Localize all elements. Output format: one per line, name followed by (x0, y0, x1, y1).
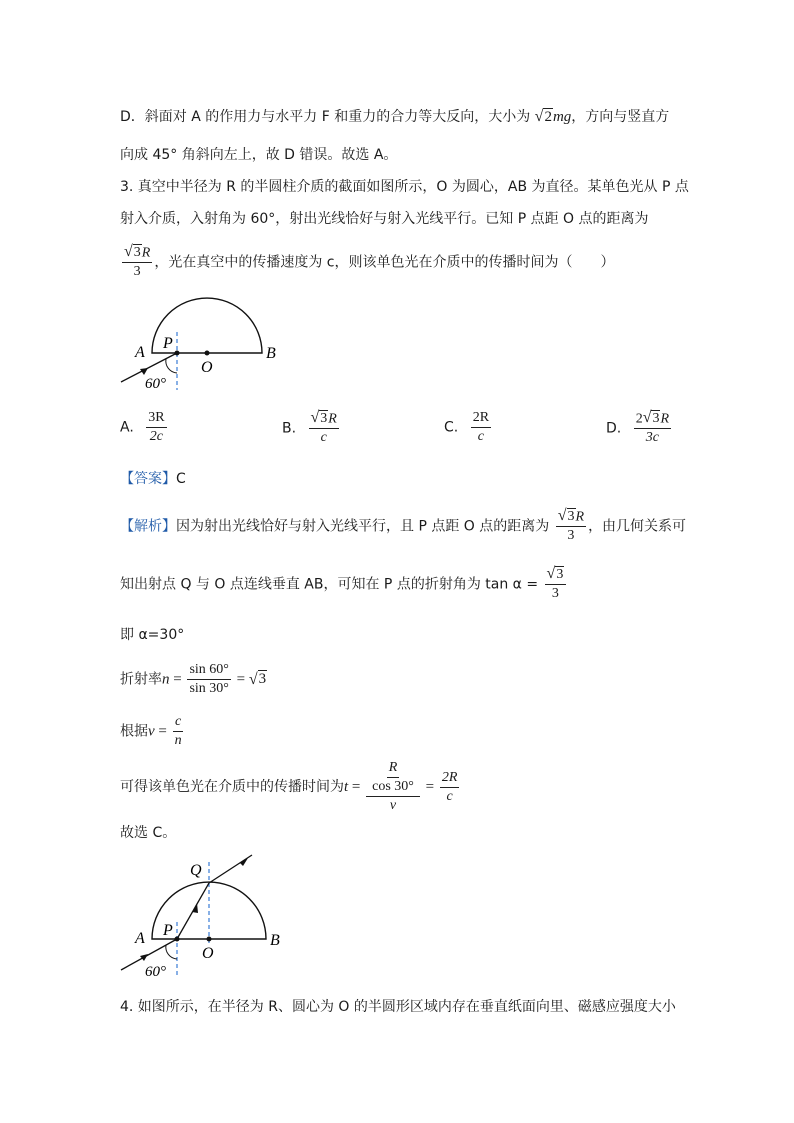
figure-1-semicircle (115, 292, 290, 392)
label-p: P (163, 335, 173, 352)
option-d[interactable]: D. 2 √ 3 R 3c (606, 409, 670, 446)
prev-line-2: 向成 45° 角斜向左上，故 D 错误。故选 A。 (120, 147, 398, 163)
sqrt-2: √ 2 (534, 108, 552, 125)
angle-arc (166, 359, 177, 373)
label-b-2: B (270, 932, 280, 949)
analysis-line-4: 折射率n = $\frac{\sin 60^\circ}{\sin 30^\circ}$ = √ 3 (120, 662, 267, 697)
analysis-line-1: 【解析】因为射出光线恰好与射入光线平行，且 P 点距 O 点的距离为 √ 3 R 3 ，由几何关系可 (120, 507, 687, 544)
point-p (175, 351, 180, 356)
point-p-2 (175, 937, 180, 942)
label-o-2: O (202, 945, 214, 962)
label-q: Q (190, 862, 202, 879)
prev-line-1: D．斜面对 A 的作用力与水平力 F 和重力的合力等大反向，大小为 √ 2 mg，方向与竖直方 (120, 108, 670, 125)
option-c[interactable]: C. $\frac{2R}{c}$ (444, 410, 490, 445)
analysis-line-5: 根据v = $\frac{c}{n}$ (120, 714, 182, 749)
q4-line-1: 4. 如图所示，在半径为 R、圆心为 O 的半圆形区域内存在垂直纸面向里、磁感应强度大小 (120, 999, 676, 1015)
q3-line-3: √ 3 R 3 ，光在真空中的传播速度为 c，则该单色光在介质中的传播时间为（ ） (124, 243, 615, 280)
label-angle: 60° (145, 376, 166, 392)
label-p-2: P (163, 922, 173, 939)
emergent-ray (209, 855, 252, 883)
point-o-2 (207, 937, 212, 942)
analysis-line-2: 知出射点 Q 与 O 点连线垂直 AB，可知在 P 点的折射角为 tan α = √ 3 3 (120, 566, 568, 603)
option-b[interactable]: B. √ 3 R c (282, 409, 337, 446)
point-o (205, 351, 210, 356)
label-a: A (135, 344, 145, 361)
angle-arc-2 (166, 945, 177, 959)
analysis-line-6: 可得该单色光在介质中的传播时间为t = $\frac{\frac{R}{\cos 30^\circ}}{v}$ = $\frac{2R}{c}$ (120, 760, 458, 814)
arrow-icon-1 (140, 954, 148, 961)
option-a[interactable]: A. $\frac{3R}{2c}$ (120, 410, 165, 445)
label-angle-2: 60° (145, 964, 166, 980)
analysis-line-7: 故选 C。 (120, 825, 177, 841)
arrow-icon-2 (192, 903, 198, 913)
label-o: O (201, 359, 213, 376)
label-a-2: A (135, 930, 145, 947)
analysis-line-3: 即 α=30° (120, 627, 185, 643)
answer-line: 【答案】C (120, 471, 186, 487)
figure-2-semicircle (115, 850, 300, 980)
q3-line-2: 射入介质，入射角为 60°，射出光线恰好与射入光线平行。已知 P 点距 O 点的距离为 (120, 211, 649, 227)
distance-fraction: √ 3 R 3 (124, 243, 151, 280)
label-b: B (266, 345, 276, 362)
q3-line-1: 3. 真空中半径为 R 的半圆柱介质的截面如图所示，O 为圆心，AB 为直径。某单色光从 P 点 (120, 179, 689, 195)
